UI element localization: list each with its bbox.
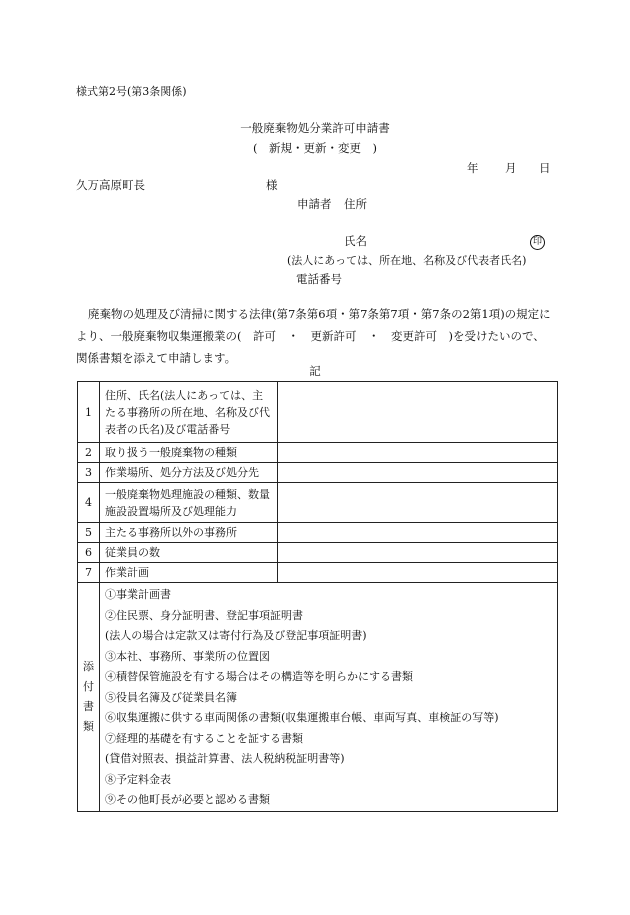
attachment-item: ⑧予定料金表 [105, 772, 171, 786]
item-value[interactable] [278, 563, 558, 583]
application-statement [76, 303, 556, 369]
statement-line-2: より、一般廃棄物収集運搬業の( 許可 ・ 更新許可 ・ 変更許可 )を受けたいので、 [76, 329, 545, 343]
application-type: ( 新規・更新・変更 ) [253, 141, 377, 155]
item-number: 6 [78, 543, 100, 563]
applicant-name-label: 氏名 [344, 234, 367, 248]
date-year: 年 [467, 161, 479, 175]
item-number: 7 [78, 563, 100, 583]
attachments-row [78, 583, 558, 812]
table-row [78, 382, 558, 443]
ki-heading: 記 [309, 364, 321, 378]
date-month: 月 [505, 161, 517, 175]
application-items-table [77, 381, 558, 812]
item-value[interactable] [278, 463, 558, 483]
attachment-item: ⑥収集運搬に供する車両関係の書類(収集運搬車台帳、車両写真、車検証の写等) [105, 711, 499, 724]
item-label: 取り扱う一般廃棄物の種類 [100, 443, 278, 463]
attachments-list [105, 583, 552, 811]
item-number: 5 [78, 523, 100, 543]
item-value[interactable] [278, 543, 558, 563]
addressee-name: 久万高原町長 [76, 178, 145, 192]
attachment-item: ⑤役員名簿及び従業員名簿 [105, 690, 237, 704]
seal-mark: 印 [530, 235, 545, 250]
attachment-item: (貸借対照表、損益計算書、法人税納税証明書等) [105, 752, 345, 765]
attachment-item: (法人の場合は定款又は寄付行為及び登記事項証明書) [105, 629, 367, 642]
attachments-label-cell [78, 583, 100, 812]
statement-line-3: 関係書類を添えて申請します。 [76, 351, 237, 365]
item-number: 2 [78, 443, 100, 463]
table-row [78, 563, 558, 583]
form-number: 様式第2号(第3条関係) [76, 85, 187, 98]
item-value[interactable] [278, 523, 558, 543]
table-row [78, 543, 558, 563]
item-value[interactable] [278, 443, 558, 463]
attachment-item: ⑨その他町長が必要と認める書類 [105, 793, 270, 806]
attachments-list-cell [100, 583, 558, 812]
attachments-label: 添付書類 [83, 659, 94, 733]
item-number: 1 [78, 382, 100, 443]
table-row [78, 443, 558, 463]
item-number: 4 [78, 483, 100, 523]
item-number: 3 [78, 463, 100, 483]
table-row [78, 523, 558, 543]
table-row [78, 483, 558, 523]
applicant-label: 申請者 [297, 197, 332, 211]
statement-line-1: 廃棄物の処理及び清掃に関する法律(第7条第6項・第7条第7項・第7条の2第1項)の規定に [88, 307, 551, 321]
applicant-address-label: 住所 [344, 197, 367, 211]
attachment-item: ②住民票、身分証明書、登記事項証明書 [105, 608, 303, 622]
item-label: 主たる事務所以外の事務所 [100, 523, 278, 543]
attachment-item: ①事業計画書 [105, 588, 171, 601]
item-label: 一般廃棄物処理施設の種類、数量施設設置場所及び処理能力 [100, 483, 278, 523]
item-label: 作業場所、処分方法及び処分先 [100, 463, 278, 483]
attachment-item: ⑦経理的基礎を有することを証する書類 [105, 731, 303, 745]
item-value[interactable] [278, 382, 558, 443]
attachment-item: ③本社、事務所、事業所の位置図 [105, 649, 270, 663]
date-day: 日 [539, 161, 551, 175]
page-title: 一般廃棄物処分業許可申請書 [240, 121, 390, 135]
phone-label: 電話番号 [296, 272, 342, 286]
item-label: 作業計画 [100, 563, 278, 583]
addressee-honorific: 様 [266, 178, 278, 192]
table-row [78, 463, 558, 483]
attachment-item: ④積替保管施設を有する場合はその構造等を明らかにする書類 [105, 670, 413, 683]
corporate-note: (法人にあっては、所在地、名称及び代表者氏名) [287, 254, 527, 267]
item-label: 従業員の数 [100, 543, 278, 563]
item-value[interactable] [278, 483, 558, 523]
item-label: 住所、氏名(法人にあっては、主たる事務所の所在地、名称及び代表者の氏名)及び電話番号 [100, 382, 278, 443]
